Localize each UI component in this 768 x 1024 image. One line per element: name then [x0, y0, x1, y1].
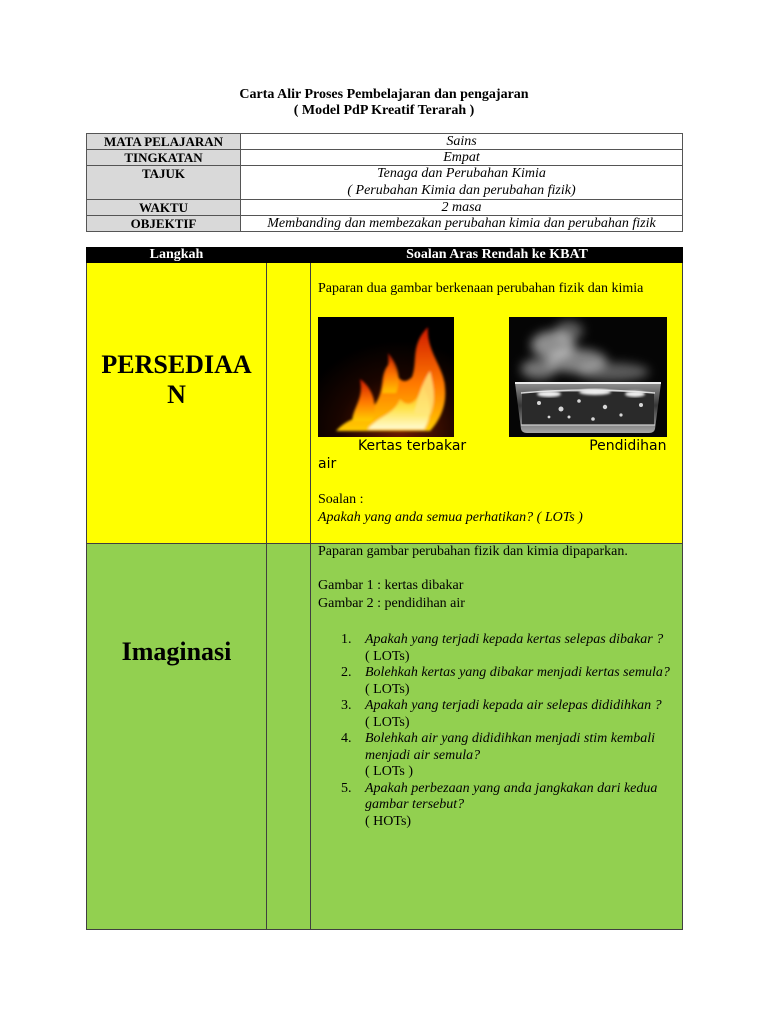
question-text: Apakah yang terjadi kepada kertas selepas dibakar ? [365, 632, 664, 647]
info-label: OBJEKTIF [87, 216, 241, 231]
persediaan-intro: Paparan dua gambar berkenaan perubahan fizik dan kimia [318, 281, 644, 296]
imaginasi-intro: Paparan gambar perubahan fizik dan kimia dipaparkan. [318, 544, 628, 559]
flow-table-header [86, 247, 683, 263]
info-value: Sains [446, 134, 477, 149]
empty-cell [267, 263, 311, 544]
lesson-info-table [86, 133, 683, 232]
info-row-waktu [87, 200, 682, 216]
boiling-water-photo [509, 317, 667, 437]
question-level: ( HOTs) [365, 813, 412, 829]
caption-boiling-water: Pendidihan air [318, 438, 667, 472]
list-item [311, 731, 678, 781]
gambar-2-description: Gambar 2 : pendidihan air [318, 596, 465, 611]
content-cell-persediaan [311, 263, 683, 544]
list-number: 5. [341, 780, 352, 796]
list-item [311, 781, 678, 831]
info-value [241, 166, 682, 199]
info-value: Empat [443, 150, 480, 165]
list-number: 3. [341, 698, 352, 713]
title-line-1: Carta Alir Proses Pembelajaran dan pengajaran [239, 87, 529, 102]
burning-paper-photo [318, 317, 454, 437]
question-text: Apakah yang anda semua perhatikan? ( LOTs ) [318, 510, 583, 525]
question-level: ( LOTs ) [365, 764, 414, 779]
step-title-text: Imaginasi [121, 637, 232, 666]
list-item [311, 665, 678, 698]
caption-spacer [318, 449, 358, 450]
list-number: 1. [341, 632, 352, 647]
info-label: TINGKATAN [87, 150, 241, 165]
step-cell-imaginasi [86, 544, 267, 930]
list-item [311, 698, 678, 731]
caption-burning-paper: Kertas terbakar [358, 438, 467, 454]
question-label: Soalan : [318, 492, 364, 507]
header-soalan: Soalan Aras Rendah ke KBAT [406, 247, 588, 262]
photo-captions [318, 437, 678, 473]
info-row-tajuk [87, 166, 682, 200]
empty-cell [267, 544, 311, 930]
image-descriptions [318, 577, 465, 613]
step-title-text: PERSEDIAAN [101, 350, 252, 409]
list-number: 4. [341, 731, 352, 746]
info-label: WAKTU [87, 200, 241, 215]
info-row-tingkatan [87, 150, 682, 166]
tajuk-line-2: ( Perubahan Kimia dan perubahan fizik) [347, 182, 576, 198]
persediaan-question-block [318, 491, 583, 527]
gambar-1-description: Gambar 1 : kertas dibakar [318, 578, 464, 593]
caption-spacer [466, 449, 589, 450]
step-title [87, 637, 266, 667]
question-text: Bolehkah kertas yang dibakar menjadi kertas semula? [365, 665, 670, 680]
content-cell-imaginasi [311, 544, 683, 930]
list-item [311, 632, 678, 665]
info-label: TAJUK [87, 166, 241, 199]
step-title [87, 350, 266, 410]
header-langkah: Langkah [149, 247, 204, 262]
document-title [0, 87, 768, 119]
info-label: MATA PELAJARAN [87, 134, 241, 149]
info-row-objektif [87, 216, 682, 231]
question-text: Bolehkah air yang dididihkan menjadi stim kembali menjadi air semula? [365, 731, 656, 763]
question-level: ( LOTs) [365, 648, 410, 664]
step-cell-persediaan [86, 263, 267, 544]
info-value: Membanding dan membezakan perubahan kimia dan perubahan fizik [267, 216, 656, 231]
title-line-2: ( Model PdP Kreatif Terarah ) [293, 103, 475, 118]
question-level: ( LOTs) [365, 681, 410, 697]
info-row-mata-pelajaran [87, 134, 682, 150]
lesson-flow-table [86, 247, 683, 930]
list-number: 2. [341, 665, 352, 680]
question-text: Apakah perbezaan yang anda jangkakan dari kedua gambar tersebut? [365, 780, 658, 812]
question-list [311, 632, 683, 830]
tajuk-line-1: Tenaga dan Perubahan Kimia [377, 166, 546, 181]
question-text: Apakah yang terjadi kepada air selepas dididihkan ? [365, 698, 662, 713]
question-level: ( LOTs) [365, 714, 410, 730]
info-value: 2 masa [441, 200, 482, 215]
